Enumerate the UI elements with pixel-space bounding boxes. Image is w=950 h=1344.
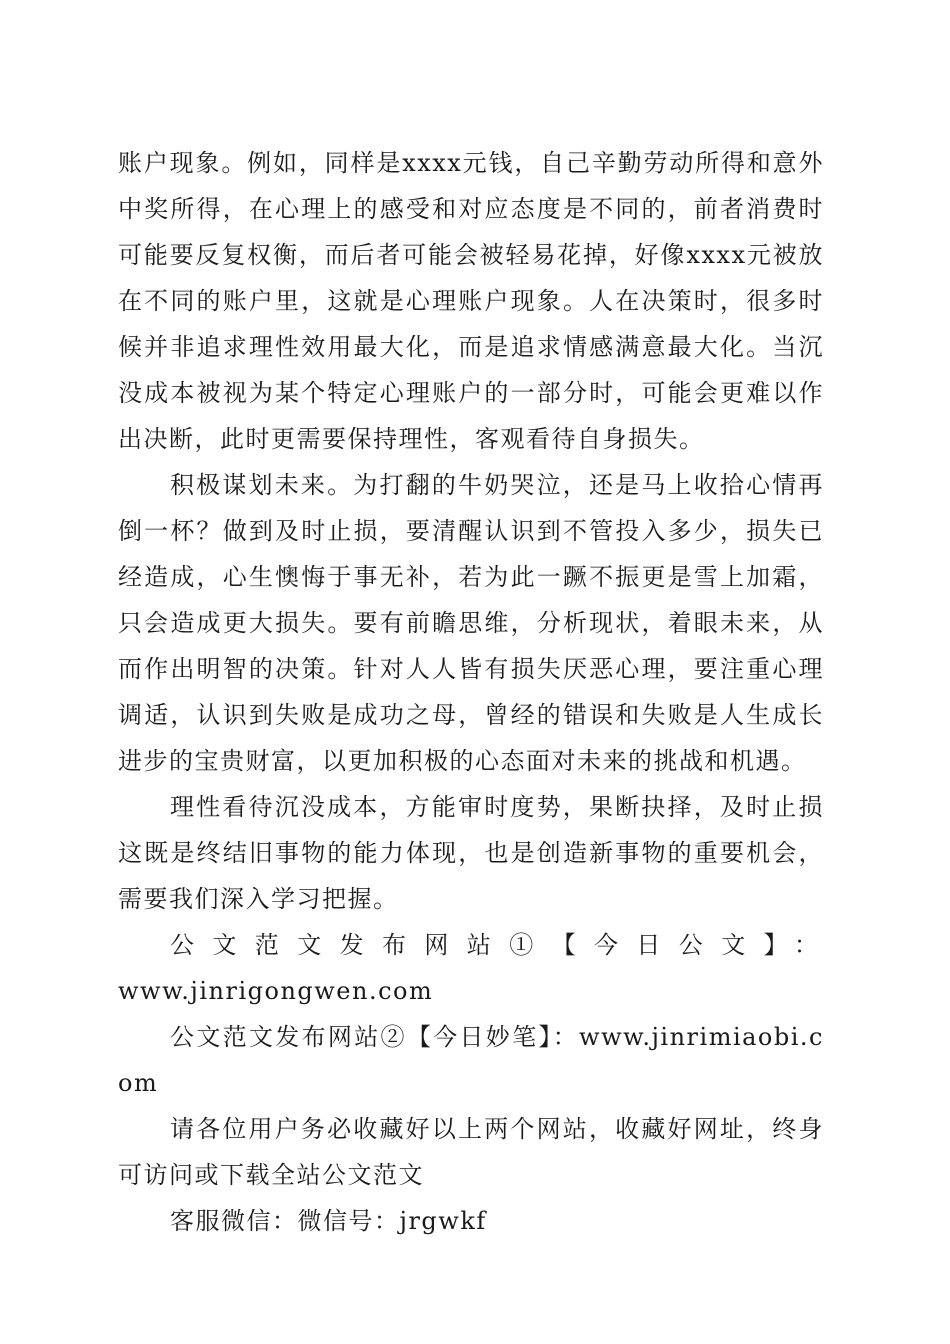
- paragraph-mental-account: 账户现象。例如，同样是xxxx元钱，自己辛勤劳动所得和意外中奖所得，在心理上的感受和对应态度是不同的，前者消费时可能要反复权衡，而后者可能会被轻易花掉，好像xxxx元被放在不同的账户里，这就是心理账户现象。人在决策时，很多时候并非追求理性效用最大化，而是追求情感满意最大化。当沉没成本被视为某个特定心理账户的一部分时，可能会更难以作出决断，此时更需要保持理性，客观看待自身损失。: [118, 149, 824, 453]
- customer-service-wechat: 客服微信：微信号：jrgwkf: [170, 1207, 487, 1235]
- bookmark-notice: 请各位用户务必收藏好以上两个网站，收藏好网址，终身可访问或下载全站公文范文: [118, 1115, 824, 1189]
- site2-line: 公文范文发布网站②【今日妙笔】：www.jinrimiaobi.com: [118, 1023, 824, 1097]
- paragraph-plan-future: 积极谋划未来。为打翻的牛奶哭泣，还是马上收拾心情再倒一杯？做到及时止损，要清醒认识到不管投入多少，损失已经造成，心生懊悔于事无补，若为此一蹶不振更是雪上加霜，只会造成更大损失。要有前瞻思维，分析现状，着眼未来，从而作出明智的决策。针对人人皆有损失厌恶心理，要注重心理调适，认识到失败是成功之母，曾经的错误和失败是人生成长进步的宝贵财富，以更加积极的心态面对未来的挑战和机遇。: [118, 471, 824, 775]
- site1-label: 公文范文发布网站①【今日公文】：: [170, 931, 824, 959]
- document-page: [118, 140, 824, 1244]
- paragraph-conclusion: 理性看待沉没成本，方能审时度势，果断抉择，及时止损这既是终结旧事物的能力体现，也是创造新事物的重要机会，需要我们深入学习把握。: [118, 793, 824, 913]
- site1-url: www.jinrigongwen.com: [118, 977, 434, 1005]
